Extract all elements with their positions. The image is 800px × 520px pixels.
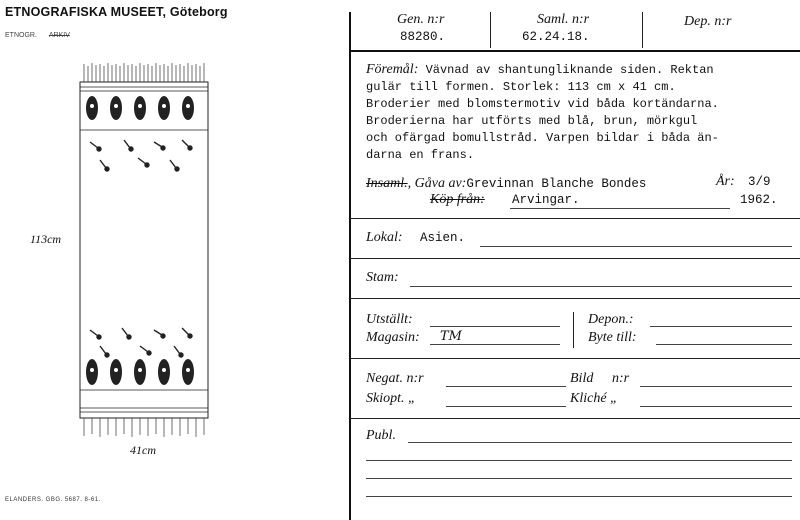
card-divider bbox=[349, 12, 351, 520]
negat-label: Negat. n:r bbox=[366, 371, 424, 386]
negat-line bbox=[446, 386, 566, 387]
donor-name: Grevinnan Blanche Bondes bbox=[466, 177, 647, 191]
ar-label: År: bbox=[716, 174, 735, 189]
magasin-line bbox=[430, 344, 560, 345]
description-line-2: gulär till formen. Storlek: 113 cm x 41 cm. bbox=[366, 80, 676, 94]
stam-label: Stam: bbox=[366, 270, 399, 285]
bild-line bbox=[640, 386, 792, 387]
publ-line-3 bbox=[366, 478, 792, 479]
bild-nr-label: n:r bbox=[612, 371, 630, 386]
publ-line-4 bbox=[366, 496, 792, 497]
category-line bbox=[5, 32, 70, 39]
depon-label: Depon.: bbox=[588, 312, 634, 327]
publ-line-1 bbox=[408, 442, 792, 443]
lokal-line bbox=[480, 246, 792, 247]
saml-value: 62.24.18. bbox=[522, 30, 590, 44]
height-annotation: 113cm bbox=[30, 232, 62, 246]
width-annotation: 41cm bbox=[130, 443, 156, 457]
lokal-label: Lokal: bbox=[366, 230, 403, 245]
description-line-5: och ofärgad bomullstråd. Varpen bildar i båda än- bbox=[366, 131, 719, 145]
lokal-value: Asien. bbox=[420, 231, 466, 245]
gen-value: 88280. bbox=[400, 30, 446, 44]
printer-imprint: ELANDERS. GBG. 5687. 8-61. bbox=[5, 497, 101, 503]
kop-label: Köp från: bbox=[430, 192, 485, 207]
rule-5 bbox=[350, 418, 800, 419]
cliche-line bbox=[640, 406, 792, 407]
textile-drawing bbox=[70, 60, 220, 440]
stam-line bbox=[410, 286, 792, 287]
magasin-label: Magasin: bbox=[366, 330, 420, 345]
bytetill-label: Byte till: bbox=[588, 330, 637, 345]
struck-word: ARKIV bbox=[48, 32, 70, 39]
description-line-4: Broderierna har utförts med blå, brun, mörkgul bbox=[366, 114, 698, 128]
description-line-6: darna en frans. bbox=[366, 148, 475, 162]
category-prefix: ETNOGR. bbox=[5, 32, 37, 39]
publ-label: Publ. bbox=[366, 428, 396, 443]
saml-label: Saml. n:r bbox=[537, 12, 590, 27]
header-sep-1 bbox=[490, 12, 491, 48]
storage-sep bbox=[573, 312, 574, 348]
bild-label: Bild bbox=[570, 371, 594, 386]
date-value: 3/9 bbox=[748, 175, 771, 189]
gava-label: , Gåva av: bbox=[407, 176, 467, 191]
description bbox=[366, 61, 796, 164]
description-line-3: Broderier med blomstermotiv vid båda kortändarna. bbox=[366, 97, 719, 111]
gen-label: Gen. n:r bbox=[397, 12, 445, 27]
year-value: 1962. bbox=[740, 193, 778, 207]
header-rule bbox=[350, 50, 800, 52]
utstallt-label: Utställt: bbox=[366, 312, 413, 327]
depon-line bbox=[650, 326, 792, 327]
skiopt-label: Skiopt. „ bbox=[366, 391, 416, 406]
utstallt-line bbox=[430, 326, 560, 327]
magasin-value: TM bbox=[440, 329, 462, 344]
donor-continued: Arvingar. bbox=[512, 193, 580, 207]
rule-1 bbox=[350, 218, 800, 219]
header-sep-2 bbox=[642, 12, 643, 48]
dep-label: Dep. n:r bbox=[684, 14, 732, 29]
publ-line-2 bbox=[366, 460, 792, 461]
rule-3 bbox=[350, 298, 800, 299]
foremal-label: Föremål: bbox=[366, 62, 419, 77]
rule-4 bbox=[350, 358, 800, 359]
cliche-label: Kliché „ bbox=[570, 391, 618, 406]
insaml-label: Insaml. bbox=[366, 176, 408, 191]
acquisition-row bbox=[366, 174, 646, 192]
skiopt-line bbox=[446, 406, 566, 407]
bytetill-line bbox=[656, 344, 792, 345]
rule-2 bbox=[350, 258, 800, 259]
description-line-1: Vävnad av shantungliknande siden. Rektan bbox=[425, 63, 714, 77]
kop-line bbox=[510, 208, 730, 209]
museum-title: ETNOGRAFISKA MUSEET, Göteborg bbox=[5, 5, 228, 19]
